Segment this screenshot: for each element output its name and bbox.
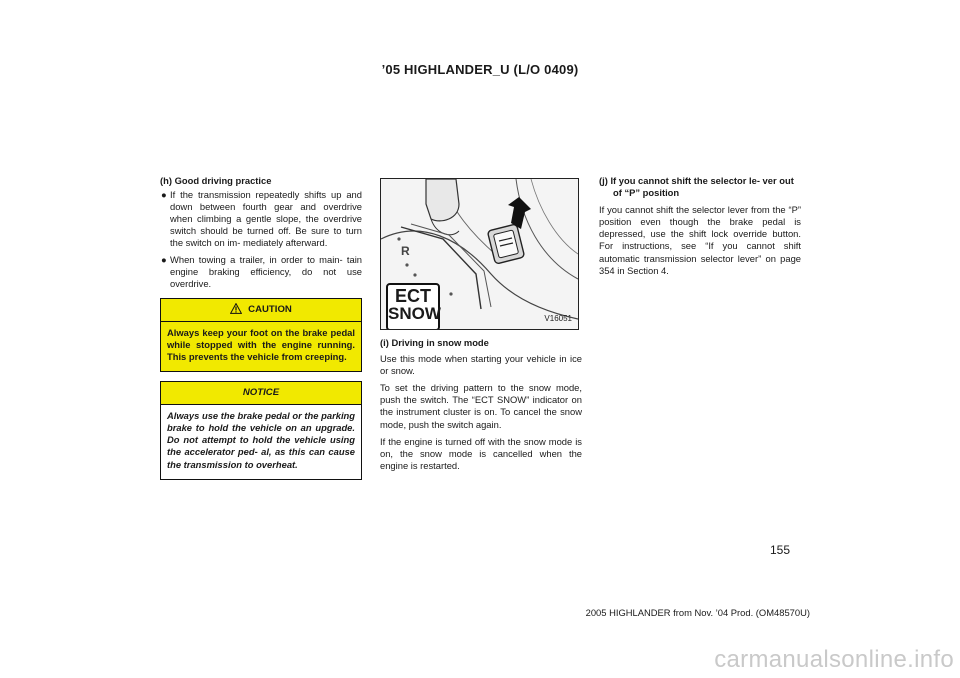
bullet-item [160,254,362,290]
paragraph: To set the driving pattern to the snow mode, push the switch. The “ECT SNOW” indicator on the instrument cluster is on. To cancel the snow mode, push the switch again. [380,382,582,430]
notice-title: NOTICE [161,382,361,405]
watermark[interactable]: carmanualsonline.info [714,646,954,673]
footer-text: 2005 HIGHLANDER from Nov. ’04 Prod. (OM48570U) [585,607,810,618]
bullet-text: When towing a trailer, in order to main- tain engine braking efficiency, do not use overdrive. [170,253,362,289]
image-code: V16051 [544,313,572,323]
section-heading-j: (j) If you cannot shift the selector le- ver out of “P” position [599,175,794,199]
column-left [160,175,362,480]
warning-triangle-icon [230,301,242,323]
notice-text: Always use the brake pedal or the parking brake to hold the vehicle on an upgrade. Do not attempt to hold the vehicle using the accelerator ped- al, as this can cause the transmission to overheat. [161,405,361,478]
section-heading-i: (i) Driving in snow mode [380,337,489,348]
column-right [599,175,801,282]
paragraph: If the engine is turned off with the snow mode is on, the snow mode is cancelled when the engine is restarted. [380,435,582,471]
document-header: ’05 HIGHLANDER_U (L/O 0409) [381,62,579,77]
snow-text: SNOW [388,304,441,323]
paragraph: Use this mode when starting your vehicle in ice or snow. [380,353,582,377]
bullet-text: If the transmission repeatedly shifts up and down between fourth gear and overdrive when climbing a gentle slope, the overdrive switch should be turned off. Be sure to turn the switch on im- mediately afterward. [170,189,362,249]
caution-text: Always keep your foot on the brake pedal while stopped with the engine running. This prevents the vehicle from creeping. [167,326,355,363]
caution-box [160,298,362,372]
bullet-item [160,189,362,249]
ect-snow-label [386,283,440,330]
ect-snow-switch-illustration [380,178,579,330]
section-heading-h: (h) Good driving practice [160,175,272,186]
ect-text: ECT [395,286,431,306]
gear-r-letter: R [401,244,410,258]
caution-header [161,299,361,322]
page-number: 155 [770,543,791,557]
bullet-icon: ● [161,253,167,265]
column-middle [380,178,582,477]
caution-title: CAUTION [248,303,292,315]
notice-box [160,381,362,479]
paragraph: If you cannot shift the selector lever from the “P” position even though the brake pedal is depressed, use the shift lock override button. For instructions, see “If you cannot shift automatic transmission selector lever” on page 354 in Section 4. [599,204,801,276]
bullet-icon: ● [161,189,167,201]
